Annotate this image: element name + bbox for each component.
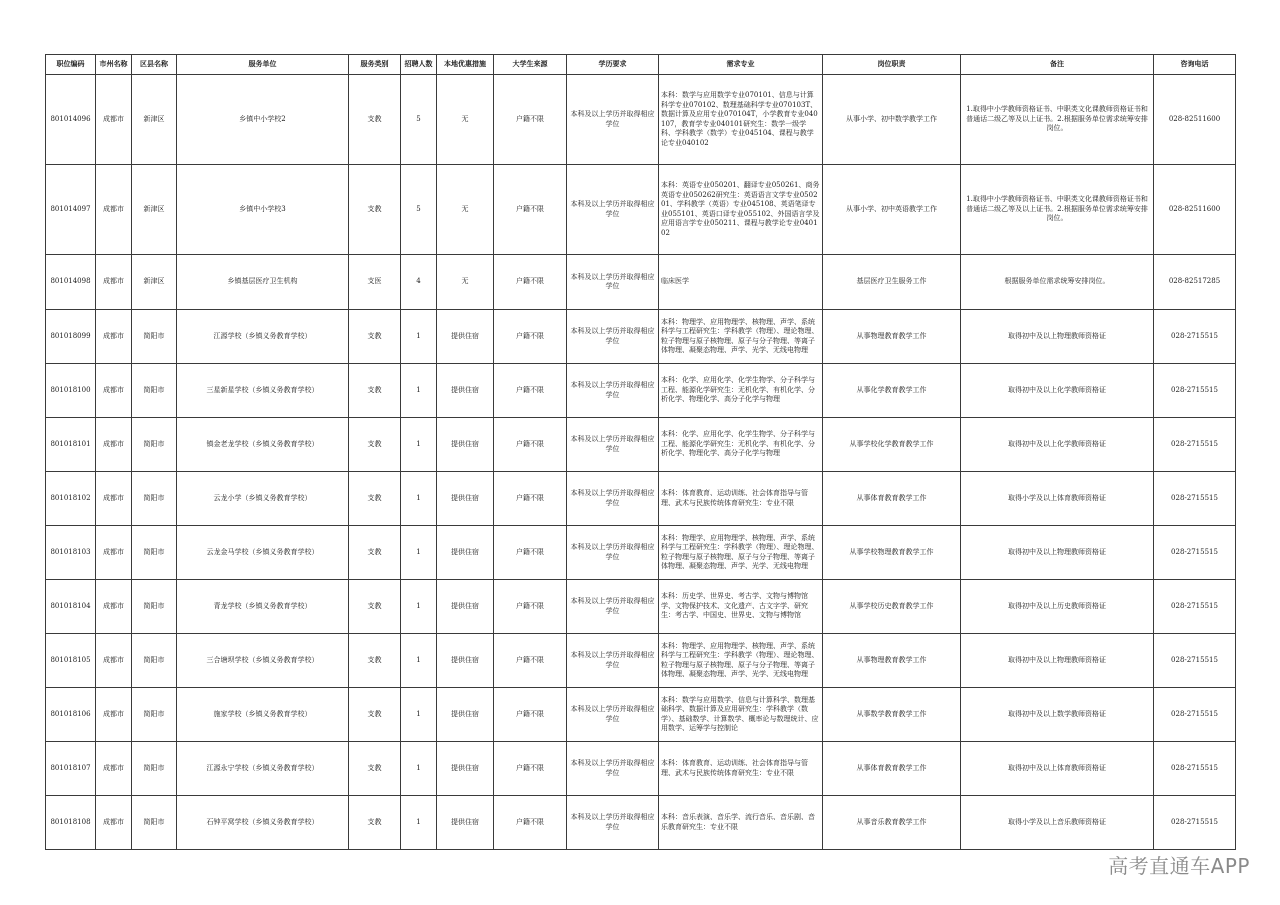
table-row bbox=[46, 688, 1236, 742]
cell-note: 1.取得中小学教师资格证书、中职类文化课教师资格证书和普通话二级乙等及以上证书。2.根据服务单位需求统筹安排岗位。 bbox=[961, 75, 1154, 165]
cell-phone: 028-2715515 bbox=[1154, 472, 1236, 526]
header-unit: 服务单位 bbox=[177, 55, 349, 75]
cell-category: 支教 bbox=[349, 796, 401, 850]
cell-city: 成都市 bbox=[96, 742, 132, 796]
cell-count: 1 bbox=[401, 364, 437, 418]
cell-major: 临床医学 bbox=[659, 255, 823, 310]
cell-code: 801018102 bbox=[46, 472, 96, 526]
cell-unit: 乡镇中小学校3 bbox=[177, 165, 349, 255]
table-row bbox=[46, 418, 1236, 472]
cell-major: 本科：化学、应用化学、化学生物学、分子科学与工程、能源化学研究生：无机化学、有机化学、分析化学、物理化学、高分子化学与物理 bbox=[659, 418, 823, 472]
cell-source: 户籍不限 bbox=[494, 165, 567, 255]
cell-city: 成都市 bbox=[96, 255, 132, 310]
cell-unit: 青龙学校（乡镇义务教育学校） bbox=[177, 580, 349, 634]
cell-education: 本科及以上学历并取得相应学位 bbox=[567, 418, 659, 472]
table-row bbox=[46, 634, 1236, 688]
cell-category: 支医 bbox=[349, 255, 401, 310]
cell-city: 成都市 bbox=[96, 526, 132, 580]
cell-category: 支教 bbox=[349, 310, 401, 364]
cell-benefit: 提供住宿 bbox=[437, 688, 494, 742]
cell-count: 1 bbox=[401, 634, 437, 688]
cell-category: 支教 bbox=[349, 580, 401, 634]
cell-count: 1 bbox=[401, 580, 437, 634]
cell-code: 801018103 bbox=[46, 526, 96, 580]
cell-city: 成都市 bbox=[96, 796, 132, 850]
cell-city: 成都市 bbox=[96, 472, 132, 526]
cell-category: 支教 bbox=[349, 418, 401, 472]
cell-note: 取得小学及以上体育教师资格证 bbox=[961, 472, 1154, 526]
cell-category: 支教 bbox=[349, 364, 401, 418]
cell-source: 户籍不限 bbox=[494, 580, 567, 634]
header-benefit: 本地优惠措施 bbox=[437, 55, 494, 75]
cell-duty: 从事小学、初中数学教学工作 bbox=[823, 75, 961, 165]
cell-county: 简阳市 bbox=[132, 310, 177, 364]
cell-count: 1 bbox=[401, 418, 437, 472]
cell-category: 支教 bbox=[349, 526, 401, 580]
cell-phone: 028-82511600 bbox=[1154, 75, 1236, 165]
cell-code: 801018108 bbox=[46, 796, 96, 850]
table-header-row bbox=[46, 55, 1236, 75]
cell-phone: 028-2715515 bbox=[1154, 526, 1236, 580]
cell-unit: 云龙金马学校（乡镇义务教育学校） bbox=[177, 526, 349, 580]
cell-code: 801014098 bbox=[46, 255, 96, 310]
cell-source: 户籍不限 bbox=[494, 75, 567, 165]
cell-city: 成都市 bbox=[96, 418, 132, 472]
cell-county: 简阳市 bbox=[132, 688, 177, 742]
cell-county: 简阳市 bbox=[132, 418, 177, 472]
cell-county: 简阳市 bbox=[132, 742, 177, 796]
cell-major: 本科：历史学、世界史、考古学、文物与博物馆学、文物保护技术、文化遗产、古文字学、研究生：考古学、中国史、世界史、文物与博物馆 bbox=[659, 580, 823, 634]
cell-code: 801018100 bbox=[46, 364, 96, 418]
cell-code: 801014097 bbox=[46, 165, 96, 255]
cell-note: 取得初中及以上物理教师资格证 bbox=[961, 310, 1154, 364]
cell-benefit: 提供住宿 bbox=[437, 418, 494, 472]
cell-phone: 028-2715515 bbox=[1154, 580, 1236, 634]
cell-note: 取得初中及以上化学教师资格证 bbox=[961, 364, 1154, 418]
cell-major: 本科：体育教育、运动训练、社会体育指导与管理、武术与民族传统体育研究生：专业不限 bbox=[659, 742, 823, 796]
cell-category: 支教 bbox=[349, 165, 401, 255]
cell-source: 户籍不限 bbox=[494, 364, 567, 418]
header-county: 区县名称 bbox=[132, 55, 177, 75]
cell-source: 户籍不限 bbox=[494, 526, 567, 580]
cell-benefit: 提供住宿 bbox=[437, 580, 494, 634]
cell-county: 简阳市 bbox=[132, 634, 177, 688]
cell-duty: 从事音乐教育教学工作 bbox=[823, 796, 961, 850]
header-phone: 咨询电话 bbox=[1154, 55, 1236, 75]
cell-duty: 从事学校化学教育教学工作 bbox=[823, 418, 961, 472]
cell-major: 本科：物理学、应用物理学、核物理、声学、系统科学与工程研究生：学科教学（物理）、理论物理、粒子物理与原子核物理、原子与分子物理、等离子体物理、凝聚态物理、声学、光学、无线电物理 bbox=[659, 634, 823, 688]
cell-duty: 从事小学、初中英语教学工作 bbox=[823, 165, 961, 255]
cell-education: 本科及以上学历并取得相应学位 bbox=[567, 75, 659, 165]
table-row bbox=[46, 255, 1236, 310]
cell-benefit: 提供住宿 bbox=[437, 634, 494, 688]
table-row bbox=[46, 364, 1236, 418]
cell-code: 801018099 bbox=[46, 310, 96, 364]
cell-major: 本科：音乐表演、音乐学、流行音乐、音乐剧、音乐教育研究生：专业不限 bbox=[659, 796, 823, 850]
cell-note: 根据服务单位需求统筹安排岗位。 bbox=[961, 255, 1154, 310]
header-count: 招聘人数 bbox=[401, 55, 437, 75]
cell-education: 本科及以上学历并取得相应学位 bbox=[567, 165, 659, 255]
cell-education: 本科及以上学历并取得相应学位 bbox=[567, 364, 659, 418]
cell-unit: 乡镇基层医疗卫生机构 bbox=[177, 255, 349, 310]
cell-duty: 从事物理教育教学工作 bbox=[823, 634, 961, 688]
cell-phone: 028-2715515 bbox=[1154, 688, 1236, 742]
cell-code: 801018105 bbox=[46, 634, 96, 688]
cell-unit: 施家学校（乡镇义务教育学校） bbox=[177, 688, 349, 742]
cell-unit: 镇金老龙学校（乡镇义务教育学校） bbox=[177, 418, 349, 472]
cell-county: 新津区 bbox=[132, 165, 177, 255]
header-major: 需求专业 bbox=[659, 55, 823, 75]
recruitment-table bbox=[45, 54, 1236, 850]
cell-benefit: 无 bbox=[437, 255, 494, 310]
cell-benefit: 提供住宿 bbox=[437, 526, 494, 580]
cell-duty: 从事物理教育教学工作 bbox=[823, 310, 961, 364]
cell-note: 取得初中及以上体育教师资格证 bbox=[961, 742, 1154, 796]
header-code: 职位编码 bbox=[46, 55, 96, 75]
cell-education: 本科及以上学历并取得相应学位 bbox=[567, 472, 659, 526]
cell-code: 801018107 bbox=[46, 742, 96, 796]
cell-unit: 三合塘坝学校（乡镇义务教育学校） bbox=[177, 634, 349, 688]
cell-unit: 江源学校（乡镇义务教育学校） bbox=[177, 310, 349, 364]
cell-city: 成都市 bbox=[96, 580, 132, 634]
cell-phone: 028-2715515 bbox=[1154, 364, 1236, 418]
cell-city: 成都市 bbox=[96, 75, 132, 165]
table-row bbox=[46, 310, 1236, 364]
cell-city: 成都市 bbox=[96, 364, 132, 418]
table-row bbox=[46, 580, 1236, 634]
header-source: 大学生来源 bbox=[494, 55, 567, 75]
cell-education: 本科及以上学历并取得相应学位 bbox=[567, 255, 659, 310]
cell-city: 成都市 bbox=[96, 688, 132, 742]
cell-education: 本科及以上学历并取得相应学位 bbox=[567, 742, 659, 796]
cell-source: 户籍不限 bbox=[494, 742, 567, 796]
cell-county: 新津区 bbox=[132, 255, 177, 310]
cell-phone: 028-2715515 bbox=[1154, 796, 1236, 850]
cell-duty: 从事化学教育教学工作 bbox=[823, 364, 961, 418]
cell-count: 1 bbox=[401, 472, 437, 526]
cell-source: 户籍不限 bbox=[494, 688, 567, 742]
cell-county: 简阳市 bbox=[132, 472, 177, 526]
table-body bbox=[46, 75, 1236, 850]
cell-major: 本科：物理学、应用物理学、核物理、声学、系统科学与工程研究生：学科教学（物理）、理论物理、粒子物理与原子核物理、原子与分子物理、等离子体物理、凝聚态物理、声学、光学、无线电物理 bbox=[659, 310, 823, 364]
cell-benefit: 提供住宿 bbox=[437, 742, 494, 796]
cell-phone: 028-2715515 bbox=[1154, 310, 1236, 364]
cell-note: 取得初中及以上物理教师资格证 bbox=[961, 526, 1154, 580]
cell-major: 本科：物理学、应用物理学、核物理、声学、系统科学与工程研究生：学科教学（物理）、理论物理、粒子物理与原子核物理、原子与分子物理、等离子体物理、凝聚态物理、声学、光学、无线电物理 bbox=[659, 526, 823, 580]
header-education: 学历要求 bbox=[567, 55, 659, 75]
table-row bbox=[46, 742, 1236, 796]
cell-category: 支教 bbox=[349, 634, 401, 688]
cell-phone: 028-82517285 bbox=[1154, 255, 1236, 310]
cell-source: 户籍不限 bbox=[494, 255, 567, 310]
watermark-text: 高考直通车APP bbox=[1108, 854, 1250, 878]
cell-category: 支教 bbox=[349, 688, 401, 742]
header-duty: 岗位职责 bbox=[823, 55, 961, 75]
cell-duty: 从事数学教育教学工作 bbox=[823, 688, 961, 742]
cell-code: 801018101 bbox=[46, 418, 96, 472]
cell-city: 成都市 bbox=[96, 310, 132, 364]
cell-city: 成都市 bbox=[96, 165, 132, 255]
cell-major: 本科：英语专业050201、翻译专业050261、商务英语专业050262研究生：英语语言文学专业050201、学科教学（英语）专业045108、英语笔译专业055101、英语口译专业055102、外国语言学及应用语言学专业050211、课程与教学论专业040102 bbox=[659, 165, 823, 255]
cell-education: 本科及以上学历并取得相应学位 bbox=[567, 580, 659, 634]
cell-source: 户籍不限 bbox=[494, 634, 567, 688]
cell-county: 简阳市 bbox=[132, 526, 177, 580]
table-row bbox=[46, 75, 1236, 165]
cell-major: 本科：数学与应用数学、信息与计算科学、数理基础科学、数据计算及应用研究生：学科教学（数学）、基础数学、计算数学、概率论与数理统计、应用数学、运筹学与控制论 bbox=[659, 688, 823, 742]
cell-duty: 从事体育教育教学工作 bbox=[823, 742, 961, 796]
cell-benefit: 提供住宿 bbox=[437, 310, 494, 364]
cell-benefit: 无 bbox=[437, 75, 494, 165]
cell-education: 本科及以上学历并取得相应学位 bbox=[567, 796, 659, 850]
cell-county: 简阳市 bbox=[132, 796, 177, 850]
cell-count: 4 bbox=[401, 255, 437, 310]
cell-unit: 石钟平窝学校（乡镇义务教育学校） bbox=[177, 796, 349, 850]
cell-benefit: 提供住宿 bbox=[437, 796, 494, 850]
header-city: 市州名称 bbox=[96, 55, 132, 75]
cell-major: 本科：体育教育、运动训练、社会体育指导与管理、武术与民族传统体育研究生：专业不限 bbox=[659, 472, 823, 526]
cell-duty: 从事学校物理教育教学工作 bbox=[823, 526, 961, 580]
cell-major: 本科：数学与应用数学专业070101、信息与计算科学专业070102、数理基础科学专业070103T、数据计算及应用专业070104T，小学教育专业040107，教育学专业040101研究生：数学一级学科、学科教学（数学）专业045104、课程与教学论专业040102 bbox=[659, 75, 823, 165]
table-row bbox=[46, 796, 1236, 850]
cell-category: 支教 bbox=[349, 472, 401, 526]
cell-unit: 江源永宁学校（乡镇义务教育学校） bbox=[177, 742, 349, 796]
header-category: 服务类别 bbox=[349, 55, 401, 75]
cell-note: 取得初中及以上历史教师资格证 bbox=[961, 580, 1154, 634]
table-row bbox=[46, 472, 1236, 526]
cell-count: 1 bbox=[401, 796, 437, 850]
cell-note: 取得初中及以上数学教师资格证 bbox=[961, 688, 1154, 742]
cell-county: 新津区 bbox=[132, 75, 177, 165]
cell-code: 801018106 bbox=[46, 688, 96, 742]
cell-county: 简阳市 bbox=[132, 364, 177, 418]
cell-count: 1 bbox=[401, 742, 437, 796]
cell-source: 户籍不限 bbox=[494, 418, 567, 472]
cell-benefit: 提供住宿 bbox=[437, 472, 494, 526]
cell-count: 1 bbox=[401, 688, 437, 742]
cell-unit: 云龙小学（乡镇义务教育学校） bbox=[177, 472, 349, 526]
cell-phone: 028-2715515 bbox=[1154, 742, 1236, 796]
cell-phone: 028-82511600 bbox=[1154, 165, 1236, 255]
cell-phone: 028-2715515 bbox=[1154, 418, 1236, 472]
cell-count: 1 bbox=[401, 310, 437, 364]
cell-benefit: 无 bbox=[437, 165, 494, 255]
cell-code: 801018104 bbox=[46, 580, 96, 634]
cell-code: 801014096 bbox=[46, 75, 96, 165]
cell-education: 本科及以上学历并取得相应学位 bbox=[567, 310, 659, 364]
cell-note: 1.取得中小学教师资格证书、中职类文化课教师资格证书和普通话二级乙等及以上证书。2.根据服务单位需求统筹安排岗位。 bbox=[961, 165, 1154, 255]
cell-note: 取得小学及以上音乐教师资格证 bbox=[961, 796, 1154, 850]
cell-source: 户籍不限 bbox=[494, 796, 567, 850]
cell-education: 本科及以上学历并取得相应学位 bbox=[567, 634, 659, 688]
cell-category: 支教 bbox=[349, 742, 401, 796]
cell-category: 支教 bbox=[349, 75, 401, 165]
cell-note: 取得初中及以上化学教师资格证 bbox=[961, 418, 1154, 472]
cell-note: 取得初中及以上物理教师资格证 bbox=[961, 634, 1154, 688]
cell-benefit: 提供住宿 bbox=[437, 364, 494, 418]
cell-city: 成都市 bbox=[96, 634, 132, 688]
cell-phone: 028-2715515 bbox=[1154, 634, 1236, 688]
cell-major: 本科：化学、应用化学、化学生物学、分子科学与工程、能源化学研究生：无机化学、有机化学、分析化学、物理化学、高分子化学与物理 bbox=[659, 364, 823, 418]
cell-count: 1 bbox=[401, 526, 437, 580]
cell-education: 本科及以上学历并取得相应学位 bbox=[567, 688, 659, 742]
cell-count: 5 bbox=[401, 165, 437, 255]
table-row bbox=[46, 165, 1236, 255]
cell-unit: 三星新星学校（乡镇义务教育学校） bbox=[177, 364, 349, 418]
header-note: 备注 bbox=[961, 55, 1154, 75]
cell-duty: 基层医疗卫生服务工作 bbox=[823, 255, 961, 310]
cell-unit: 乡镇中小学校2 bbox=[177, 75, 349, 165]
cell-duty: 从事学校历史教育教学工作 bbox=[823, 580, 961, 634]
cell-duty: 从事体育教育教学工作 bbox=[823, 472, 961, 526]
cell-source: 户籍不限 bbox=[494, 472, 567, 526]
cell-count: 5 bbox=[401, 75, 437, 165]
cell-source: 户籍不限 bbox=[494, 310, 567, 364]
cell-county: 简阳市 bbox=[132, 580, 177, 634]
cell-education: 本科及以上学历并取得相应学位 bbox=[567, 526, 659, 580]
table-row bbox=[46, 526, 1236, 580]
